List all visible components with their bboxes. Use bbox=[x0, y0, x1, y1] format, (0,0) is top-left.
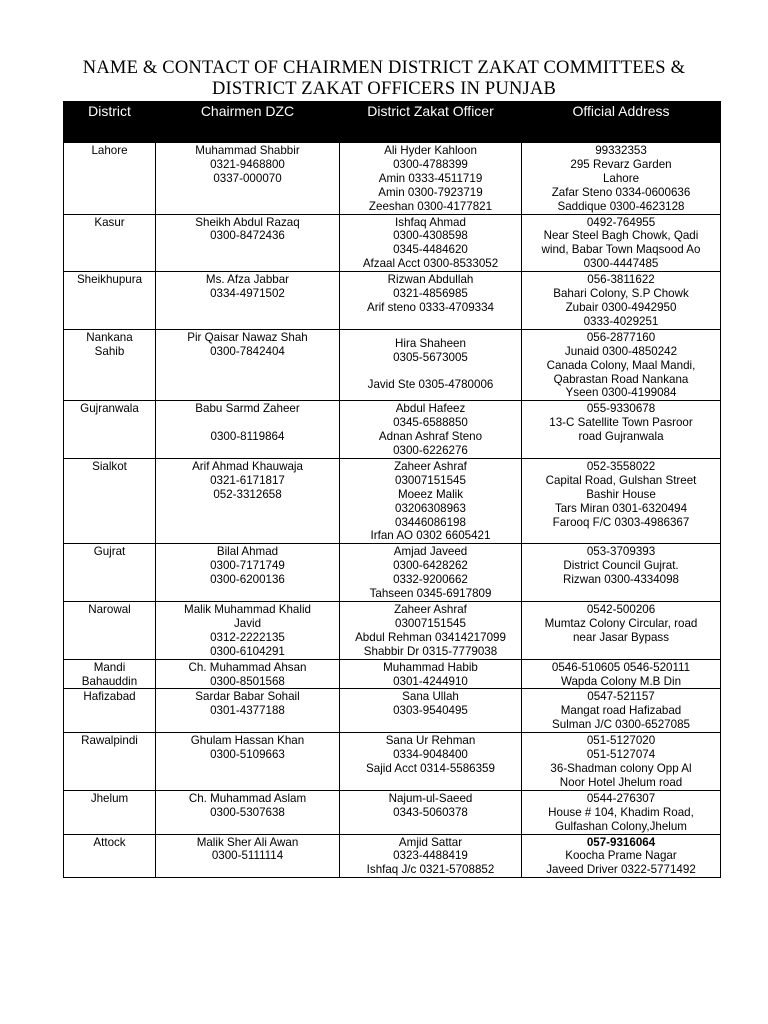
table-row bbox=[64, 733, 721, 791]
address-line: 295 Revarz Garden bbox=[570, 157, 672, 171]
chairman-line: 0300-5111114 bbox=[211, 849, 284, 863]
address-line: Zafar Steno 0334-0600636 bbox=[551, 185, 691, 199]
chairman-cell bbox=[156, 733, 340, 791]
officer-line: Zaheer Ashraf bbox=[394, 459, 467, 473]
officer-line: Irfan AO 0302 6605421 bbox=[370, 529, 491, 543]
chairman-line: Sheikh Abdul Razaq bbox=[195, 215, 300, 229]
header-district-zakat-officer: District Zakat Officer bbox=[340, 102, 522, 143]
address-line: Capital Road, Gulshan Street bbox=[545, 473, 697, 487]
chairman-line: 0321-9468800 bbox=[210, 157, 285, 171]
district-name: Nankana bbox=[86, 330, 133, 344]
table-row bbox=[64, 544, 721, 602]
table-row bbox=[64, 272, 721, 330]
officer-line: 0303-9540495 bbox=[393, 704, 468, 718]
chairman-line: 0300-6104291 bbox=[210, 644, 285, 658]
chairman-line: Pir Qaisar Nawaz Shah bbox=[187, 330, 308, 344]
officer-cell bbox=[340, 143, 522, 215]
address-cell bbox=[522, 329, 721, 401]
address-line: Rizwan 0300-4334098 bbox=[562, 573, 680, 587]
zakat-officers-table bbox=[63, 101, 721, 878]
chairman-cell bbox=[156, 602, 340, 660]
address-line: Sulman J/C 0300-6527085 bbox=[552, 718, 690, 732]
officer-line: Hira Shaheen bbox=[395, 336, 466, 350]
chairman-cell bbox=[156, 689, 340, 733]
district-name: Rawalpindi bbox=[81, 734, 138, 748]
address-cell bbox=[522, 659, 721, 689]
table-row bbox=[64, 214, 721, 272]
spacer bbox=[157, 416, 338, 430]
officer-line: Moeez Malik bbox=[397, 487, 464, 501]
address-cell bbox=[522, 544, 721, 602]
chairman-line: Ghulam Hassan Khan bbox=[190, 734, 305, 748]
officer-line: Najum-ul-Saeed bbox=[388, 791, 473, 805]
chairman-line: 0321-6171817 bbox=[210, 473, 285, 487]
address-line: Bahari Colony, S.P Chowk bbox=[553, 287, 689, 301]
address-cell bbox=[522, 790, 721, 834]
chairman-line: Arif Ahmad Khauwaja bbox=[192, 459, 303, 473]
officer-line: Afzaal Acct 0300-8533052 bbox=[362, 257, 499, 271]
chairman-line: Javid bbox=[233, 616, 262, 630]
chairman-cell bbox=[156, 834, 340, 878]
chairman-line: 0300-8501568 bbox=[210, 674, 285, 688]
officer-line: 0343-5060378 bbox=[393, 805, 468, 819]
title-line-1: NAME & CONTACT OF CHAIRMEN DISTRICT ZAKAT COMMITTEES & bbox=[82, 58, 686, 78]
officer-line: 03007151545 bbox=[395, 616, 466, 630]
address-line: Qabrastan Road Nankana bbox=[553, 372, 689, 386]
officer-line: 0321-4856985 bbox=[393, 287, 468, 301]
address-line: Tars Miran 0301-6320494 bbox=[554, 501, 688, 515]
document-title bbox=[0, 58, 768, 100]
officer-line: Sana Ur Rehman bbox=[385, 734, 476, 748]
chairman-cell bbox=[156, 143, 340, 215]
officer-line: Ishfaq J/c 0321-5708852 bbox=[366, 863, 495, 877]
chairman-line: Bilal Ahmad bbox=[216, 545, 279, 559]
address-cell bbox=[522, 689, 721, 733]
address-line: Wapda Colony M.B Din bbox=[560, 674, 682, 688]
address-line: Lahore bbox=[602, 171, 640, 185]
address-cell bbox=[522, 143, 721, 215]
district-cell bbox=[64, 272, 156, 330]
officer-line: Zaheer Ashraf bbox=[394, 603, 467, 616]
address-line: Javeed Driver 0322-5771492 bbox=[546, 863, 696, 877]
officer-cell bbox=[340, 272, 522, 330]
officer-line: 03007151545 bbox=[395, 473, 466, 487]
district-name: Sheikhupura bbox=[76, 273, 143, 287]
chairman-line: 0300-8472436 bbox=[210, 229, 285, 243]
table-row bbox=[64, 401, 721, 459]
chairman-line: Malik Sher Ali Awan bbox=[196, 835, 299, 849]
header-chairmen-dzc: Chairmen DZC bbox=[156, 102, 340, 143]
address-line: 056-2877160 bbox=[586, 330, 656, 344]
header-district: District bbox=[64, 102, 156, 143]
chairman-cell bbox=[156, 659, 340, 689]
officer-line: 0305-5673005 bbox=[393, 350, 468, 364]
district-name: Gujranwala bbox=[80, 402, 139, 416]
chairman-line: 0312-2222135 bbox=[210, 630, 285, 644]
officer-line: 0300-4308598 bbox=[393, 229, 468, 243]
officer-cell bbox=[340, 689, 522, 733]
district-cell bbox=[64, 689, 156, 733]
address-line: 055-9330678 bbox=[586, 402, 656, 416]
officer-line: 03206308963 bbox=[395, 501, 466, 515]
officer-line: Muhammad Habib bbox=[383, 660, 478, 674]
address-line: Near Steel Bagh Chowk, Qadi bbox=[543, 229, 699, 243]
district-cell bbox=[64, 790, 156, 834]
chairman-line: 0300-5307638 bbox=[210, 805, 285, 819]
address-line: Saddique 0300-4623128 bbox=[557, 199, 685, 213]
address-line: Mumtaz Colony Circular, road bbox=[544, 616, 698, 630]
officer-line: Zeeshan 0300-4177821 bbox=[368, 199, 493, 213]
officer-line: 0300-4788399 bbox=[393, 157, 468, 171]
spacer bbox=[341, 365, 520, 379]
address-line: Mangat road Hafizabad bbox=[560, 704, 682, 718]
table-header-row bbox=[64, 102, 721, 143]
chairman-line: 0337-000070 bbox=[213, 171, 282, 185]
address-cell bbox=[522, 834, 721, 878]
district-name: Lahore bbox=[91, 144, 128, 157]
address-line: House # 104, Khadim Road, bbox=[548, 805, 694, 819]
address-line: Canada Colony, Maal Mandi, bbox=[546, 358, 696, 372]
officer-cell bbox=[340, 329, 522, 401]
address-cell bbox=[522, 214, 721, 272]
chairman-line: 0300-7171749 bbox=[210, 559, 285, 573]
chairman-cell bbox=[156, 401, 340, 459]
address-line: Gulfashan Colony,Jhelum bbox=[555, 819, 687, 833]
table-row bbox=[64, 689, 721, 733]
district-cell bbox=[64, 602, 156, 660]
officer-line: Rizwan Abdullah bbox=[387, 273, 474, 287]
district-name: Jhelum bbox=[90, 791, 129, 805]
officer-cell bbox=[340, 602, 522, 660]
chairman-cell bbox=[156, 329, 340, 401]
district-name: Gujrat bbox=[93, 545, 126, 559]
chairman-line: Ch. Muhammad Ahsan bbox=[188, 660, 307, 674]
district-name: Hafizabad bbox=[83, 690, 136, 704]
officer-line: Amin 0300-7923719 bbox=[378, 185, 483, 199]
district-cell bbox=[64, 458, 156, 543]
officer-cell bbox=[340, 834, 522, 878]
chairman-cell bbox=[156, 790, 340, 834]
district-name: Narowal bbox=[88, 603, 131, 616]
officer-line: 0345-6588850 bbox=[393, 416, 468, 430]
address-line: 051-5127074 bbox=[586, 748, 656, 762]
officer-line: Javid Ste 0305-4780006 bbox=[367, 378, 494, 392]
header-official-address: Official Address bbox=[522, 102, 721, 143]
table-row bbox=[64, 329, 721, 401]
address-cell bbox=[522, 272, 721, 330]
chairman-line: Sardar Babar Sohail bbox=[195, 690, 300, 704]
chairman-line: 0300-5109663 bbox=[210, 748, 285, 762]
address-line: 0544-276307 bbox=[586, 791, 656, 805]
address-line: Farooq F/C 0303-4986367 bbox=[552, 515, 690, 529]
officer-cell bbox=[340, 458, 522, 543]
address-line: Zubair 0300-4942950 bbox=[565, 300, 677, 314]
officer-line: Amin 0333-4511719 bbox=[378, 171, 483, 185]
district-name: Sahib bbox=[94, 344, 125, 358]
address-line: Koocha Prame Nagar bbox=[565, 849, 677, 863]
district-cell bbox=[64, 544, 156, 602]
officer-line: Amjid Sattar bbox=[398, 835, 463, 849]
officer-line: Sajid Acct 0314-5586359 bbox=[366, 761, 495, 775]
officer-line: 0300-6226276 bbox=[393, 444, 468, 458]
address-line: Junaid 0300-4850242 bbox=[564, 344, 678, 358]
address-cell bbox=[522, 602, 721, 660]
officer-line: Abdul Rehman 03414217099 bbox=[355, 630, 506, 644]
officer-line: Amjad Javeed bbox=[393, 545, 468, 559]
officer-line: Adnan Ashraf Steno bbox=[378, 430, 483, 444]
officer-line: 03446086198 bbox=[395, 515, 466, 529]
officer-line: 0345-4484620 bbox=[393, 243, 468, 257]
officer-cell bbox=[340, 401, 522, 459]
address-line: Yseen 0300-4199084 bbox=[565, 386, 677, 400]
address-line: 053-3709393 bbox=[586, 545, 656, 559]
chairman-line: 0300-7842404 bbox=[210, 344, 285, 358]
address-line: 0547-521157 bbox=[587, 690, 655, 704]
officer-cell bbox=[340, 659, 522, 689]
address-line: 36-Shadman colony Opp Al bbox=[550, 761, 692, 775]
address-line: near Jasar Bypass bbox=[572, 630, 670, 644]
address-line: wind, Babar Town Maqsood Ao bbox=[541, 243, 701, 257]
officer-cell bbox=[340, 544, 522, 602]
officer-line: 0323-4488419 bbox=[393, 849, 468, 863]
address-line: 056-3811622 bbox=[587, 273, 655, 287]
officer-line: Arif steno 0333-4709334 bbox=[367, 300, 494, 314]
chairman-line: Ch. Muhammad Aslam bbox=[188, 791, 307, 805]
district-name: Bahauddin bbox=[81, 674, 138, 688]
chairman-cell bbox=[156, 214, 340, 272]
chairman-line: 0300-6200136 bbox=[210, 573, 285, 587]
address-cell bbox=[522, 458, 721, 543]
district-cell bbox=[64, 329, 156, 401]
address-line: District Council Gujrat. bbox=[563, 559, 679, 573]
district-name: Sialkot bbox=[92, 459, 127, 473]
chairman-cell bbox=[156, 544, 340, 602]
table-row bbox=[64, 834, 721, 878]
chairman-cell bbox=[156, 458, 340, 543]
district-name: Attock bbox=[93, 835, 126, 849]
officer-line: Abdul Hafeez bbox=[395, 402, 466, 416]
officer-line: Sana Ullah bbox=[402, 690, 459, 704]
chairman-line: Ms. Afza Jabbar bbox=[205, 273, 290, 287]
address-line: road Gujranwala bbox=[578, 430, 664, 444]
officer-cell bbox=[340, 733, 522, 791]
district-cell bbox=[64, 733, 156, 791]
address-line: 0492-764955 bbox=[586, 215, 656, 229]
officer-line: Ishfaq Ahmad bbox=[395, 215, 466, 229]
address-line: 0542-500206 bbox=[586, 603, 656, 616]
address-line: 0333-4029251 bbox=[583, 314, 659, 328]
district-cell bbox=[64, 214, 156, 272]
district-cell bbox=[64, 143, 156, 215]
district-cell bbox=[64, 834, 156, 878]
address-line: Bashir House bbox=[586, 487, 656, 501]
chairman-line: Muhammad Shabbir bbox=[195, 144, 300, 157]
address-line: 0546-510605 0546-520111 bbox=[551, 660, 691, 674]
address-cell bbox=[522, 733, 721, 791]
district-name: Mandi bbox=[93, 660, 126, 674]
address-line: 99332353 bbox=[595, 144, 647, 157]
officer-cell bbox=[340, 790, 522, 834]
table-row bbox=[64, 602, 721, 660]
officer-line: Shabbir Dr 0315-7779038 bbox=[363, 644, 498, 658]
chairman-line: 0301-4377188 bbox=[210, 704, 285, 718]
district-name: Kasur bbox=[94, 215, 125, 229]
officer-line: 0332-9200662 bbox=[393, 573, 468, 587]
address-line: 052-3558022 bbox=[586, 459, 656, 473]
officer-line: Ali Hyder Kahloon bbox=[384, 144, 477, 157]
table-row bbox=[64, 659, 721, 689]
address-cell bbox=[522, 401, 721, 459]
table-row bbox=[64, 143, 721, 215]
chairman-line: Malik Muhammad Khalid bbox=[184, 603, 311, 616]
table-row bbox=[64, 458, 721, 543]
address-line: 051-5127020 bbox=[586, 734, 656, 748]
table-row bbox=[64, 790, 721, 834]
chairman-line: Babu Sarmd Zaheer bbox=[195, 402, 300, 416]
officer-line: 0300-6428262 bbox=[393, 559, 468, 573]
officer-line: 0301-4244910 bbox=[393, 674, 468, 688]
district-cell bbox=[64, 659, 156, 689]
address-line: 057-9316064 bbox=[586, 835, 656, 849]
address-line: 0300-4447485 bbox=[583, 257, 659, 271]
officer-line: Tahseen 0345-6917809 bbox=[369, 587, 492, 601]
chairman-line: 052-3312658 bbox=[213, 487, 282, 501]
district-cell bbox=[64, 401, 156, 459]
chairman-line: 0300-8119864 bbox=[210, 430, 285, 444]
chairman-cell bbox=[156, 272, 340, 330]
title-line-2: DISTRICT ZAKAT OFFICERS IN PUNJAB bbox=[211, 79, 557, 99]
address-line: Noor Hotel Jhelum road bbox=[559, 775, 683, 789]
officer-line: 0334-9048400 bbox=[393, 748, 468, 762]
address-line: 13-C Satellite Town Pasroor bbox=[549, 416, 693, 430]
officer-cell bbox=[340, 214, 522, 272]
chairman-line: 0334-4971502 bbox=[210, 287, 285, 301]
